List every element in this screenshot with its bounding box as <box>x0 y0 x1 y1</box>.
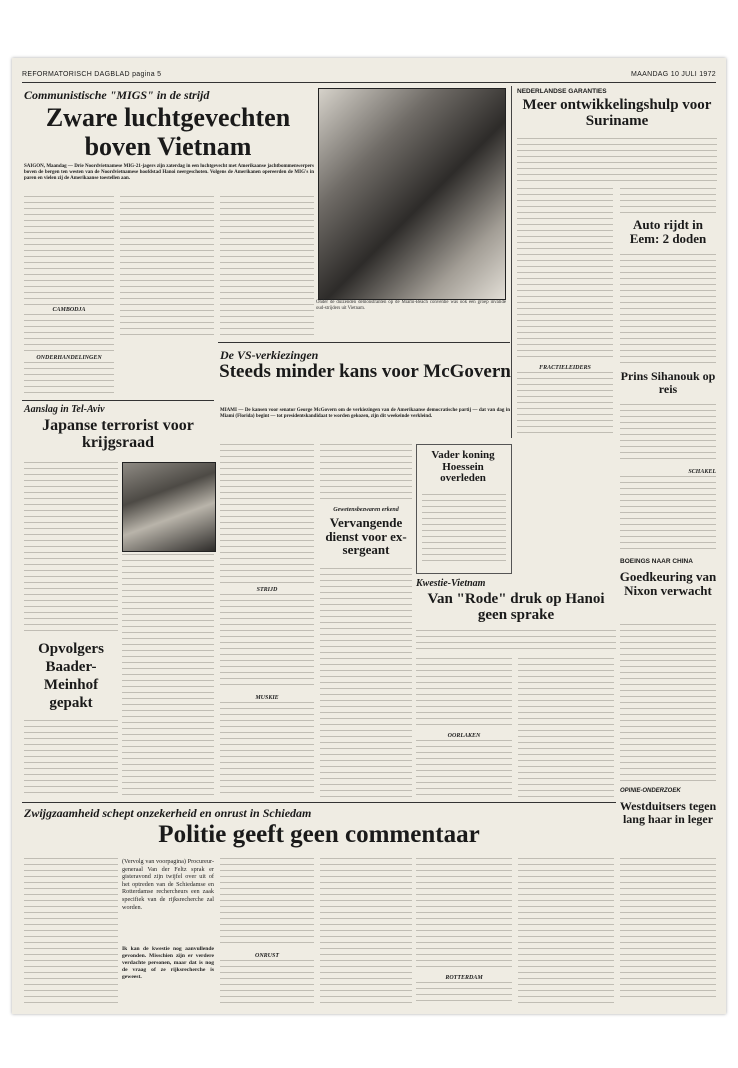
vs-col-1 <box>220 444 314 584</box>
schiedam-sub-onrust: ONRUST <box>254 953 279 959</box>
lead-headline-1: Zware luchtgevechten <box>45 103 291 132</box>
schiedam-kicker: Zwijgzaamheid schept onzekerheid en onrust in Schiedam <box>24 806 312 820</box>
suriname-sub: FRACTIELEIDERS <box>539 365 591 371</box>
lead-col-1 <box>24 196 114 306</box>
telaviv-kicker: Aanslag in Tel-Aviv <box>24 404 105 415</box>
dienst-headline: Vervangende dienst voor ex-sergeant <box>325 515 407 558</box>
lead-col-2 <box>120 196 214 338</box>
dienst-text <box>320 568 412 798</box>
kwestie-col-1 <box>416 658 512 728</box>
telaviv-col-1b <box>24 588 118 634</box>
newspaper-page <box>12 58 726 1014</box>
lead-sub-cambodja: CAMBODJA <box>52 307 86 313</box>
schiedam-rule <box>22 802 616 803</box>
schiedam-col-2 <box>220 858 314 948</box>
vs-col-1c <box>220 702 314 798</box>
westduitsers-headline: Westduitsers tegen lang haar in leger <box>619 799 717 826</box>
lead-kicker: Communistische "MIGS" in de strijd <box>24 88 210 102</box>
boeing-kicker: BOEINGS NAAR CHINA <box>620 558 693 565</box>
schiedam-sub-rotterdam: ROTTERDAM <box>445 975 483 981</box>
lead-col-1b <box>24 314 114 352</box>
terrorist-photo <box>122 462 216 552</box>
sihanouk-text-2 <box>620 476 716 554</box>
westduitsers-kicker: OPINIE-ONDERZOEK <box>620 788 681 794</box>
vs-col-2 <box>320 444 412 500</box>
schiedam-col-1a: (Vervolg van voorpagina) Procureur-generaal Van der Feltz sprak er gisteravond zijn twijfel over uit of het optreden van de Schiedamse en Rotterdamse rechercheurs een zaak specifiek van de rijksrecherche zal worden. <box>122 858 214 911</box>
auto-headline: Auto rijdt in Eem: 2 doden <box>629 217 707 246</box>
vs-rule <box>218 342 510 343</box>
telaviv-col-2 <box>122 554 214 798</box>
masthead <box>22 68 716 83</box>
telaviv-headline: Japanse terrorist voor krijgsraad <box>42 417 194 451</box>
kwestie-sub-oorlaken: OORLAKEN <box>447 733 481 739</box>
schiedam-headline: Politie geeft geen commentaar <box>158 821 480 848</box>
vs-kicker: De VS-verkiezingen <box>220 348 319 362</box>
lead-col-3 <box>220 196 314 338</box>
vs-sub-muskie: MUSKIE <box>255 695 279 701</box>
schiedam-col-4 <box>416 858 512 970</box>
lead-sub-onderhandelingen: ONDERHANDELINGEN <box>36 355 102 361</box>
masthead-left: REFORMATORISCH DAGBLAD pagina 5 <box>22 71 162 78</box>
lead-headline-2: boven Vietnam <box>84 132 252 161</box>
kwestie-kicker: Kwestie-Vietnam <box>416 578 486 589</box>
schiedam-col-3 <box>320 858 412 1004</box>
baader-headline: Opvolgers Baader-Meinhof gepakt <box>38 641 104 711</box>
hoessein-headline: Vader koning Hoessein overleden <box>431 449 495 485</box>
baader-text <box>24 720 118 798</box>
telaviv-col-1 <box>24 462 118 586</box>
lead-col-1c <box>24 362 114 396</box>
boeing-text <box>620 624 716 784</box>
sihanouk-sub: SCHAKEL <box>688 469 716 475</box>
vs-sub-strijd: STRIJD <box>256 587 278 593</box>
schiedam-col-0 <box>24 858 118 1004</box>
telaviv-rule <box>22 400 214 401</box>
auto-text-top <box>620 188 716 216</box>
suriname-headline: Meer ontwikkelingshulp voor Suriname <box>522 97 712 129</box>
westduitsers-text <box>620 858 716 1002</box>
kwestie-col-1b <box>416 740 512 798</box>
kwestie-headline: Van "Rode" druk op Hanoi geen sprake <box>427 591 605 623</box>
suriname-col-1 <box>517 188 613 358</box>
wheelchair-photo <box>318 88 506 300</box>
suriname-kicker: NEDERLANDSE GARANTIES <box>517 88 607 95</box>
vs-intro: MIAMI — De kansen voor senator George McGovern om de verkiezingen van de Amerikaanse democratische partij — dat van dag in Miami (Florida) begint — tot presidentskandidaat te worden gekozen, zijn dit weekeinde verkleind. <box>220 408 510 420</box>
suriname-intro <box>517 138 717 182</box>
boeing-headline: Goedkeuring van Nixon verwacht <box>619 569 717 598</box>
sihanouk-text <box>620 404 716 462</box>
vs-headline: Steeds minder kans voor McGovern <box>219 361 511 382</box>
vs-sub-gewetens: Gewetensbezwaren erkend <box>333 507 399 513</box>
auto-text <box>620 254 716 366</box>
photo-caption: Onder de duizenden demonstranten op de Miami-Beach conventie was ook een groep invalide oud-strijders uit Vietnam. <box>316 300 506 311</box>
vs-col-1b <box>220 594 314 690</box>
lead-intro: SAIGON, Maandag — Drie Noordvietnamese MIG-21-jagers zijn zaterdag in een luchtgevecht met Amerikaanse jachtbommenwerpers boven de bergen ten westen van de Noordvietnamese hoofdstad Hanoi neergeschoten. Volgens de Amerikanen opereerden de MIG's in paren en vielen zij de Amerikaanse toestellen aan. <box>24 164 314 182</box>
schiedam-col-2b <box>220 960 314 1004</box>
kwestie-col-2 <box>518 658 614 798</box>
column-rule <box>511 86 512 438</box>
schiedam-col-4b <box>416 982 512 1004</box>
hoessein-text <box>422 494 506 566</box>
sihanouk-headline: Prins Sihanouk op reis <box>620 369 716 396</box>
masthead-right: MAANDAG 10 JULI 1972 <box>631 71 716 78</box>
suriname-col-1b <box>517 372 613 434</box>
schiedam-col-1b: Ik kan de kwestie nog aanvullende gevonden. Misschien zijn er verdere verdachte personen, maar dat is nog de vraag of ze rijksrecherche is geweest. <box>122 946 214 980</box>
kwestie-intro <box>416 630 616 654</box>
schiedam-col-5 <box>518 858 614 1004</box>
